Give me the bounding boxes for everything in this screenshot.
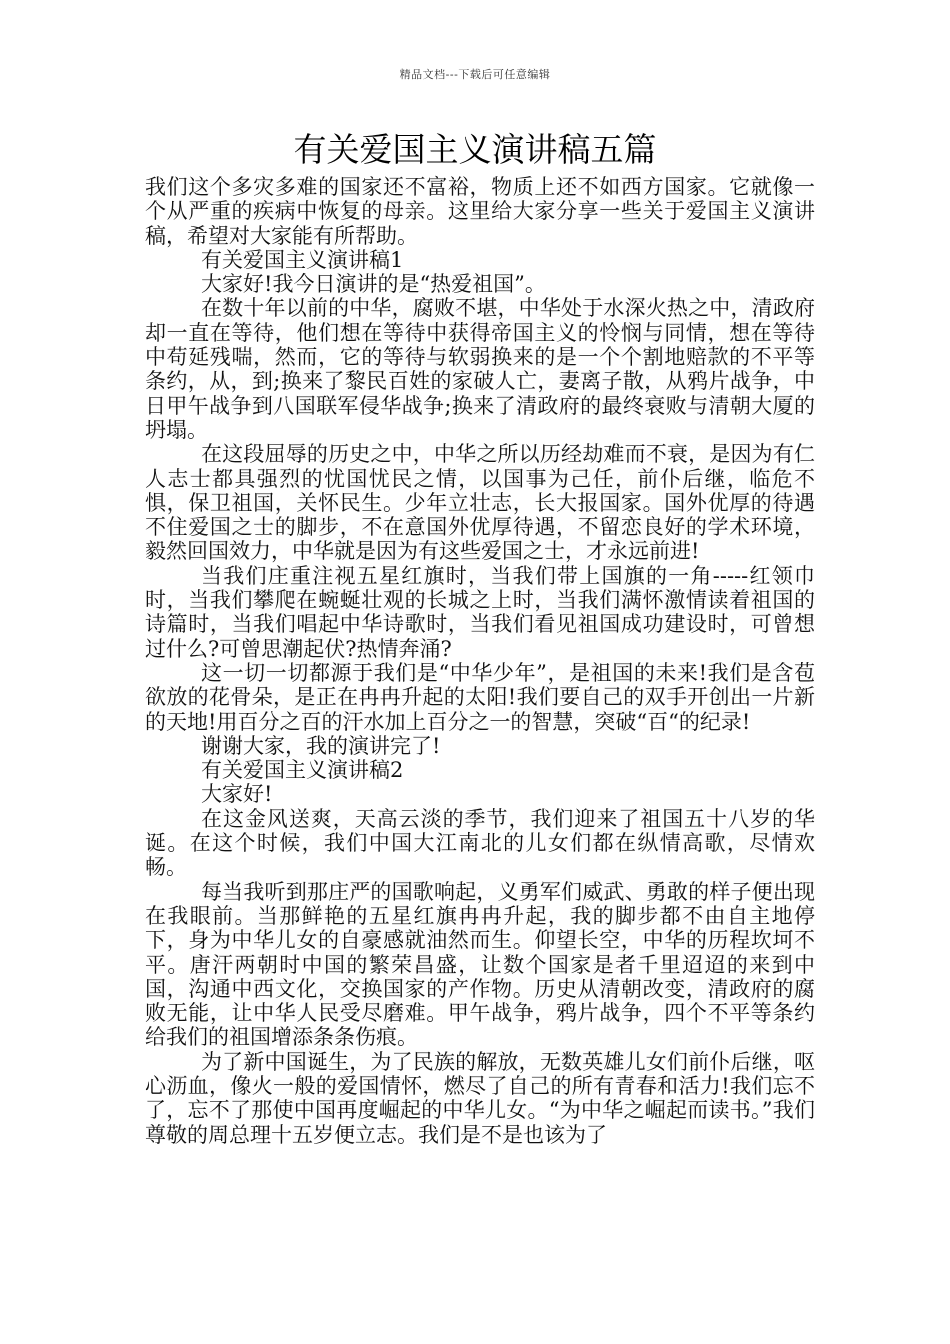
- document-title: 有关爱国主义演讲稿五篇: [293, 130, 657, 169]
- paragraph: 在数十年以前的中华，腐败不堪，中华处于水深火热之中，清政府却一直在等待，他们想在等待中获得帝国主义的怜悯与同情，想在等待中苟延残喘，然而，它的等待与软弱换来的是一个个割地赔款的不平等条约，从，到;换来了黎民百姓的家破人亡，妻离子散，从鸦片战争，中日甲午战争到八国联军侵华战争;换来了清政府的最终衰败与清朝大厦的坍塌。: [145, 296, 815, 442]
- paragraph: 在这金风送爽，天高云淡的季节，我们迎来了祖国五十八岁的华诞。在这个时候，我们中国大江南北的儿女们都在纵情高歌，尽情欢畅。: [145, 806, 815, 880]
- header-note: 精品文档---下载后可任意编辑: [399, 68, 551, 81]
- paragraph: 为了新中国诞生，为了民族的解放，无数英雄儿女们前仆后继，呕心沥血，像火一般的爱国情怀，燃尽了自己的所有青春和活力!我们忘不了，忘不了那使中国再度崛起的中华儿女。“为中华之崛起而读书。”我们尊敬的周总理十五岁便立志。我们是不是也该为了: [145, 1049, 815, 1147]
- paragraph: 当我们庄重注视五星红旗时，当我们带上国旗的一角-----红领巾时，当我们攀爬在蜿蜒壮观的长城之上时，当我们满怀激情读着祖国的诗篇时，当我们唱起中华诗歌时，当我们看见祖国成功建设时，可曾想过什么?可曾思潮起伏?热情奔涌?: [145, 563, 815, 661]
- paragraph: 有关爱国主义演讲稿1: [201, 247, 404, 272]
- paragraph: 我们这个多灾多难的国家还不富裕，物质上还不如西方国家。它就像一个从严重的疾病中恢复的母亲。这里给大家分享一些关于爱国主义演讲稿，希望对大家能有所帮助。: [145, 175, 815, 248]
- document-body: [145, 175, 815, 1147]
- paragraph: 大家好!我今日演讲的是“热爱祖国”。: [201, 272, 546, 297]
- paragraph: 在这段屈辱的历史之中，中华之所以历经劫难而不衰，是因为有仁人志士都具强烈的忧国忧民之情，以国事为己任，前仆后继，临危不惧，保卫祖国，关怀民生。少年立壮志，长大报国家。国外优厚的待遇不住爱国之士的脚步，不在意国外优厚待遇，不留恋良好的学术环境，毅然回国效力，中华就是因为有这些爱国之士，才永远前进!: [145, 442, 815, 564]
- paragraph: 大家好!: [201, 782, 273, 807]
- paragraph: 有关爱国主义演讲稿2: [201, 758, 404, 783]
- paragraph: 这一切一切都源于我们是“中华少年”，是祖国的未来!我们是含苞欲放的花骨朵，是正在冉冉升起的太阳!我们要自己的双手开创出一片新的天地!用百分之百的汗水加上百分之一的智慧，突破“百“的纪录!: [145, 660, 815, 734]
- paragraph: 谢谢大家，我的演讲完了!: [201, 733, 441, 758]
- paragraph: 每当我听到那庄严的国歌响起，义勇军们威武、勇敢的样子便出现在我眼前。当那鲜艳的五星红旗冉冉升起，我的脚步都不由自主地停下，身为中华儿女的自豪感就油然而生。仰望长空，中华的历程坎坷不平。唐汗两朝时中国的繁荣昌盛，让数个国家是者千里迢迢的来到中国，沟通中西文化，交换国家的产作物。历史从清朝改变，清政府的腐败无能，让中华人民受尽磨难。甲午战争，鸦片战争，四个不平等条约给我们的祖国增添条条伤痕。: [145, 879, 815, 1050]
